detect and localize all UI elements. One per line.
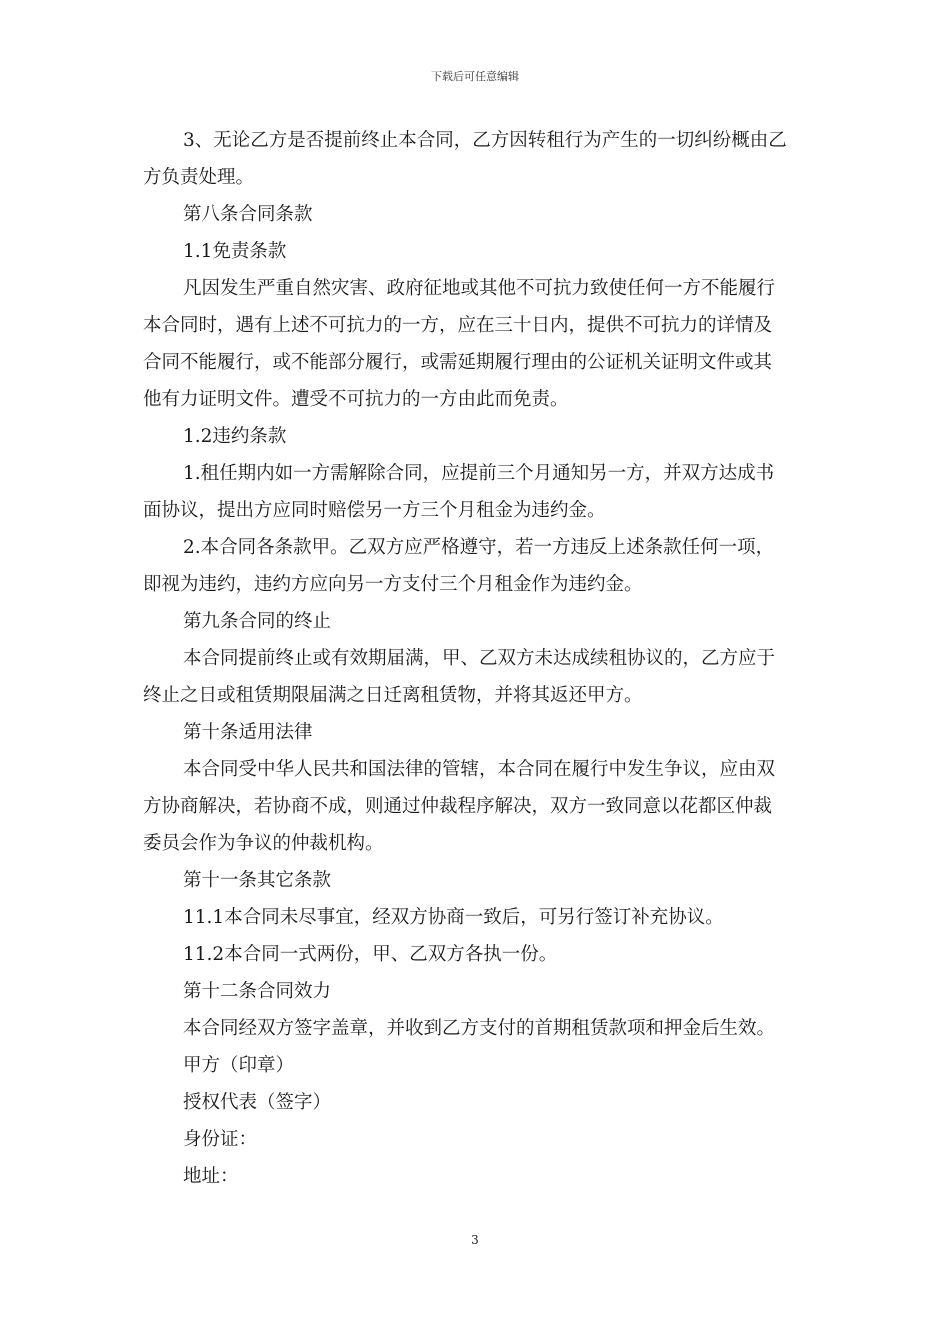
paragraph-line: 11.2本合同一式两份，甲、乙双方各执一份。 xyxy=(183,944,558,965)
id-card-field: 身份证： xyxy=(183,1129,258,1150)
paragraph-line: 终止之日或租赁期限届满之日迁离租赁物，并将其返还甲方。 xyxy=(143,685,643,706)
document-body xyxy=(143,122,807,1195)
paragraph-line: 本合同经双方签字盖章，并收到乙方支付的首期租赁款项和押金后生效。 xyxy=(183,1018,776,1039)
section-heading: 第十条适用法律 xyxy=(183,722,313,743)
subsection-heading: 1.2违约条款 xyxy=(183,426,287,447)
page-header: 下载后可任意编辑 xyxy=(431,70,519,83)
signature-field-party-a: 甲方（印章） xyxy=(183,1055,295,1076)
signature-field-representative: 授权代表（签字） xyxy=(183,1092,332,1113)
paragraph-line: 合同不能履行，或不能部分履行，或需延期履行理由的公证机关证明文件或其 xyxy=(143,352,773,373)
paragraph-line: 11.1本合同未尽事宜，经双方协商一致后，可另行签订补充协议。 xyxy=(183,907,724,928)
paragraph-line: 本合同时，遇有上述不可抗力的一方，应在三十日内，提供不可抗力的详情及 xyxy=(143,315,773,336)
paragraph-line: 方协商解决，若协商不成，则通过仲裁程序解决，双方一致同意以花都区仲裁 xyxy=(143,796,773,817)
section-heading: 第八条合同条款 xyxy=(183,204,313,225)
paragraph-line: 委员会作为争议的仲裁机构。 xyxy=(143,833,384,854)
page-number: 3 xyxy=(471,1233,479,1247)
paragraph-line: 凡因发生严重自然灾害、政府征地或其他不可抗力致使任何一方不能履行 xyxy=(183,278,776,299)
paragraph-line: 方负责处理。 xyxy=(143,167,255,188)
section-heading: 第十一条其它条款 xyxy=(183,870,332,891)
address-field: 地址： xyxy=(183,1166,239,1187)
paragraph-line: 2.本合同各条款甲。乙双方应严格遵守，若一方违反上述条款任何一项， xyxy=(183,537,775,558)
paragraph-line: 本合同受中华人民共和国法律的管辖，本合同在履行中发生争议，应由双 xyxy=(183,759,776,780)
paragraph-line: 他有力证明文件。遭受不可抗力的一方由此而免责。 xyxy=(143,389,569,410)
paragraph-line: 3、无论乙方是否提前终止本合同，乙方因转租行为产生的一切纠纷概由乙 xyxy=(183,130,787,151)
paragraph-line: 本合同提前终止或有效期届满，甲、乙双方未达成续租协议的，乙方应于 xyxy=(183,648,776,669)
paragraph-line: 面协议，提出方应同时赔偿另一方三个月租金为违约金。 xyxy=(143,500,606,521)
section-heading: 第十二条合同效力 xyxy=(183,981,332,1002)
paragraph-line: 1.租任期内如一方需解除合同，应提前三个月通知另一方，并双方达成书 xyxy=(183,463,775,484)
section-heading: 第九条合同的终止 xyxy=(183,611,332,632)
subsection-heading: 1.1免责条款 xyxy=(183,241,287,262)
paragraph-line: 即视为违约，违约方应向另一方支付三个月租金作为违约金。 xyxy=(143,574,643,595)
